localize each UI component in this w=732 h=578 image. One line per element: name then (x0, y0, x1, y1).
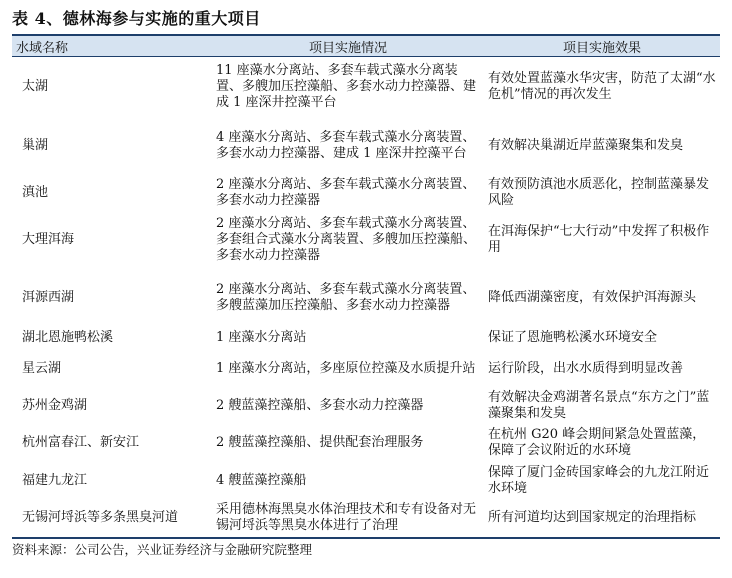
cell-effect: 降低西湖藻密度，有效保护洱海源头 (488, 289, 697, 305)
table-row (12, 388, 720, 425)
cell-water-area: 无锡河埒浜等多条黑臭河道 (22, 510, 179, 525)
table-row (12, 269, 720, 327)
table-row (12, 350, 720, 388)
cell-effect: 有效解决金鸡湖著名景点“东方之门”蓝藻聚集和发臭 (488, 390, 710, 421)
table-row (12, 175, 720, 212)
table-row (12, 462, 720, 500)
table-row (12, 57, 720, 118)
cell-water-area: 杭州富春江、新安江 (22, 435, 140, 450)
table-row (12, 500, 720, 538)
cell-water-area: 滇池 (22, 185, 49, 200)
cell-effect: 所有河道均达到国家规定的治理指标 (488, 510, 697, 525)
cell-effect: 有效预防滇池水质恶化，控制蓝藻暴发风险 (488, 177, 710, 208)
cell-effect: 在洱海保护“七大行动”中发挥了积极作用 (488, 224, 710, 255)
cell-water-area: 星云湖 (22, 360, 62, 376)
cell-situation: 2 艘蓝藻控藻船、提供配套治理服务 (216, 435, 424, 450)
cell-situation: 2 座藻水分离站、多套车载式藻水分离装置、多套组合式藻水分离装置、多艘加压控藻船、多套水动力控藻器 (216, 216, 477, 263)
cell-situation: 采用德林海黑臭水体治理技术和专有设备对无锡河埒浜等黑臭水体进行了治理 (216, 502, 477, 533)
cell-water-area: 大理洱海 (22, 232, 75, 247)
cell-situation: 2 艘蓝藻控藻船、多套水动力控藻器 (216, 398, 424, 413)
cell-effect: 有效解决巢湖近岸蓝藻聚集和发臭 (488, 138, 684, 153)
cell-water-area: 巢湖 (22, 138, 49, 153)
projects-table (12, 34, 720, 539)
header-situation: 项目实施情况 (212, 35, 484, 57)
cell-situation: 11 座藻水分离站、多套车载式藻水分离装置、多艘加压控藻船、多套水动力控藻器、建成 1 座深井控藻平台 (216, 63, 477, 111)
cell-effect: 有效处置蓝藻水华灾害，防范了太湖“水危机”情况的再次发生 (488, 71, 716, 103)
cell-situation: 4 座藻水分离站、多套车载式藻水分离装置、多套水动力控藻器、建成 1 座深井控藻平台 (216, 130, 476, 161)
header-effect: 项目实施效果 (484, 35, 720, 57)
cell-situation: 2 座藻水分离站、多套车载式藻水分离装置、多套水动力控藻器 (216, 177, 476, 208)
table-row (12, 118, 720, 175)
cell-situation: 4 艘蓝藻控藻船 (216, 472, 307, 488)
table-header (12, 35, 720, 57)
cell-water-area: 福建九龙江 (22, 472, 88, 488)
table-title: 表 4、德林海参与实施的重大项目 (12, 9, 261, 28)
table-row (12, 327, 720, 350)
source-note: 资料来源：公司公告，兴业证券经济与金融研究院整理 (12, 541, 313, 557)
cell-water-area: 苏州金鸡湖 (22, 398, 88, 413)
cell-water-area: 洱源西湖 (22, 289, 75, 305)
cell-situation: 1 座藻水分离站 (216, 330, 307, 345)
table-row (12, 212, 720, 269)
table-row (12, 425, 720, 462)
table-body (12, 57, 720, 538)
cell-effect: 在杭州 G20 峰会期间紧急处置蓝藻，保障了会议附近的水环境 (488, 427, 706, 458)
cell-situation: 1 座藻水分离站，多座原位控藻及水质提升站 (216, 360, 476, 376)
cell-effect: 保证了恩施鸭松溪水环境安全 (488, 330, 658, 345)
cell-water-area: 太湖 (22, 79, 49, 95)
cell-situation: 2 座藻水分离站、多套车载式藻水分离装置、多艘蓝藻加压控藻船、多套水动力控藻器 (216, 281, 476, 313)
cell-effect: 保障了厦门金砖国家峰会的九龙江附近水环境 (488, 464, 710, 496)
cell-effect: 运行阶段，出水水质得到明显改善 (488, 360, 684, 376)
header-water-area: 水域名称 (12, 35, 212, 57)
cell-water-area: 湖北恩施鸭松溪 (22, 330, 114, 345)
